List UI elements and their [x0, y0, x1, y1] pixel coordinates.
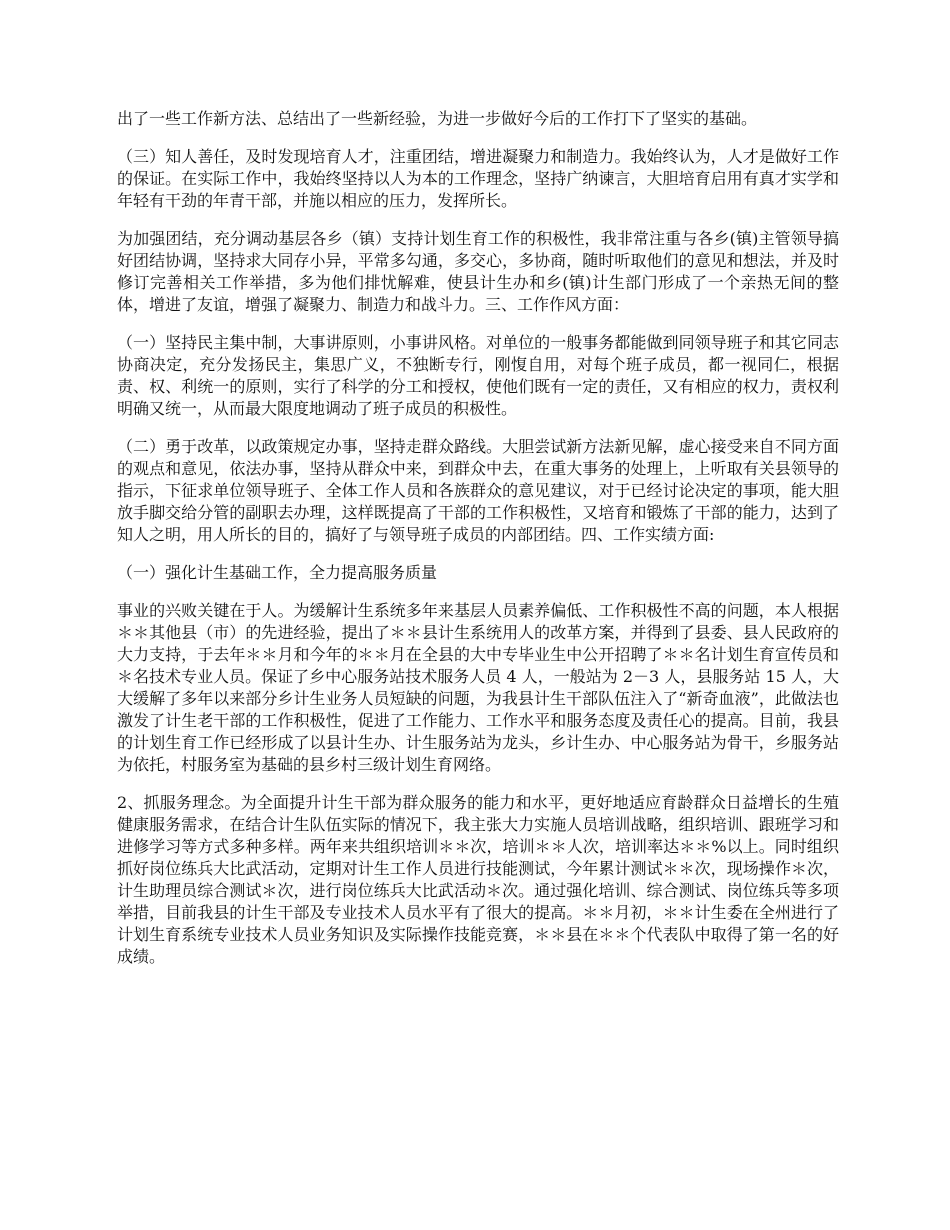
section-heading: （一）强化计生基础工作，全力提高服务质量 — [117, 563, 438, 582]
paragraph: （一）坚持民主集中制，大事讲原则，小事讲风格。对单位的一般事务都能做到同领导班子和其它同志协商决定，充分发扬民主，集思广义，不独断专行，刚愎自用，对每个班子成员，都一视同仁，根据责、权、利统一的原则，实行了科学的分工和授权，使他们既有一定的责任，又有相应的权力，责权利明确又统一，从而最大限度地调动了班子成员的积极性。 — [117, 333, 839, 418]
paragraph: 出了一些工作新方法、总结出了一些新经验，为进一步做好今后的工作打下了坚实的基础。 — [117, 109, 758, 128]
paragraph: （三）知人善任，及时发现培育人才，注重团结，增进凝聚力和制造力。我始终认为，人才是做好工作的保证。在实际工作中，我始终坚持以人为本的工作理念，坚持广纳谏言，大胆培育启用有真才实学和年轻有干劲的年青干部，并施以相应的压力，发挥所长。 — [117, 147, 839, 210]
paragraph: （二）勇于改革，以政策规定办事，坚持走群众路线。大胆尝试新方法新见解，虚心接受来自不同方面的观点和意见，依法办事，坚持从群众中来，到群众中去，在重大事务的处理上，上听取有关县领导的指示，下征求单位领导班子、全体工作人员和各族群众的意见建议，对于已经讨论决定的事项，能大胆放手脚交给分管的副职去办理，这样既提高了干部的工作积极性，又培育和锻炼了干部的能力，达到了知人之明，用人所长的目的，搞好了与领导班子成员的内部团结。四、工作实绩方面: — [117, 437, 839, 544]
document-body — [117, 108, 839, 984]
paragraph: 为加强团结，充分调动基层各乡（镇）支持计划生育工作的积极性，我非常注重与各乡(镇)主管领导搞好团结协调，坚持求大同存小异，平常多勾通，多交心，多协商，随时听取他们的意见和想法，并及时修订完善相关工作举措，多为他们排忧解难，使县计生办和乡(镇)计生部门形成了一个亲热无间的整体，增进了友谊，增强了凝聚力、制造力和战斗力。三、工作作风方面： — [117, 229, 839, 314]
paragraph: 事业的兴败关键在于人。为缓解计生系统多年来基层人员素养偏低、工作积极性不高的问题，本人根据＊＊其他县（市）的先进经验，提出了＊＊县计生系统用人的改革方案，并得到了县委、县人民政府的大力支持，于去年＊＊月和今年的＊＊月在全县的大中专毕业生中公开招聘了＊＊名计划生育宣传员和＊名技术专业人员。保证了乡中心服务站技术服务人员 4 人，一般站为 2－3 人，县服务站 15 人，大大缓解了多年以来部分乡计生业务人员短缺的问题，为我县计生干部队伍注入了“新奇血液”，此做法也激发了计生老干部的工作积极性，促进了工作能力、工作水平和服务态度及责任心的提高。目前，我县的计划生育工作已经形成了以县计生办、计生服务站为龙头，乡计生办、中心服务站为骨干，乡服务站为依托，村服务室为基础的县乡村三级计划生育网络。 — [117, 601, 839, 774]
paragraph: 2、抓服务理念。为全面提升计生干部为群众服务的能力和水平，更好地适应育龄群众日益增长的生殖健康服务需求，在结合计生队伍实际的情况下，我主张大力实施人员培训战略，组织培训、跟班学习和进修学习等方式多种多样。两年来共组织培训＊＊次，培训＊＊人次，培训率达＊＊%以上。同时组织抓好岗位练兵大比武活动，定期对计生工作人员进行技能测试，今年累计测试＊＊次，现场操作＊次，计生助理员综合测试＊次，进行岗位练兵大比武活动＊次。通过强化培训、综合测试、岗位练兵等多项举措，目前我县的计生干部及专业技术人员水平有了很大的提高。＊＊月初，＊＊计生委在全州进行了计划生育系统专业技术人员业务知识及实际操作技能竞赛，＊＊县在＊＊个代表队中取得了第一名的好成绩。 — [117, 793, 839, 966]
